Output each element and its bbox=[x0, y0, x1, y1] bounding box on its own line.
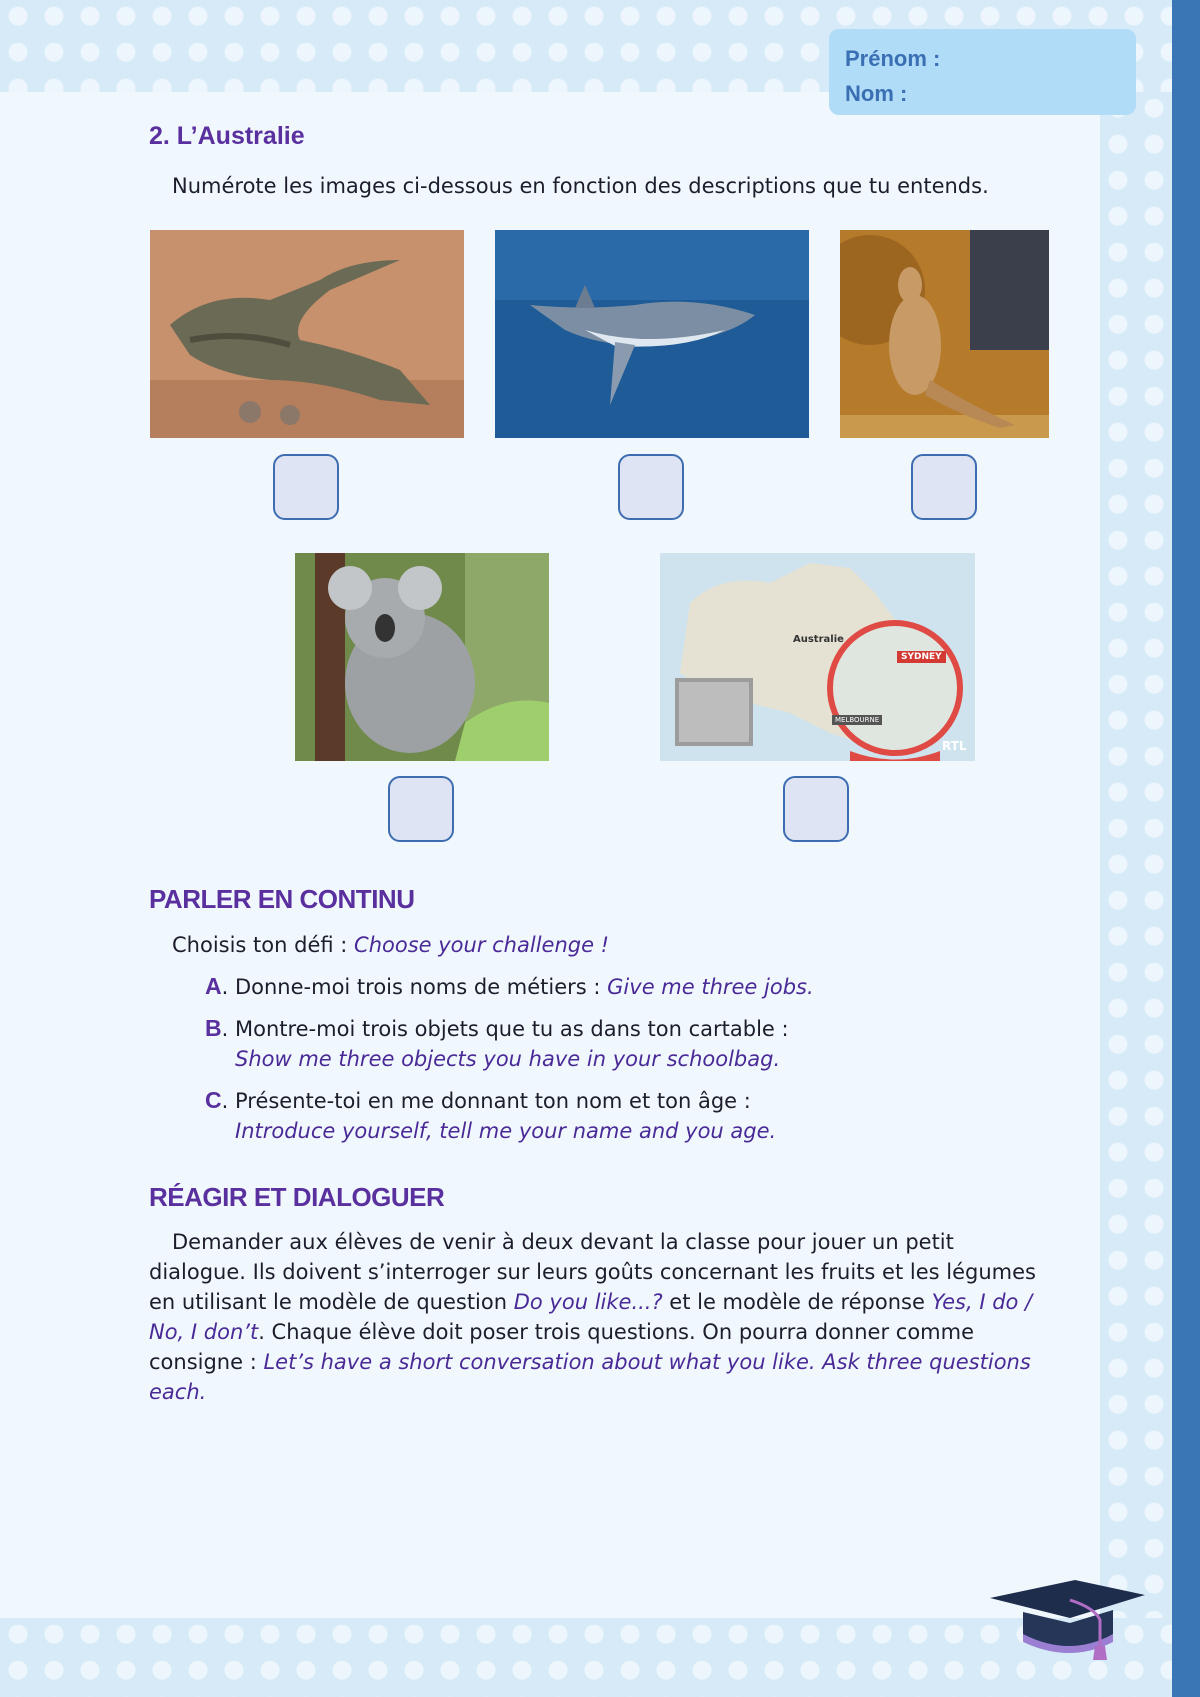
dialogue-text-1: Demander aux élèves de venir à deux devant la classe pour jouer un petit dialogue. Ils doivent s’interroger sur leurs goûts concernant les fruits et les légumes en utilisant le modèle de question bbox=[149, 1230, 1036, 1314]
first-name-label: Prénom : bbox=[845, 46, 941, 71]
dialogue-text-2: et le modèle de réponse bbox=[662, 1290, 932, 1314]
challenge-intro bbox=[172, 930, 609, 960]
map-country-label: Australie bbox=[793, 634, 844, 645]
dialogue-text-3: . Chaque élève doit poser trois questions. On pourra donner comme consigne : bbox=[149, 1320, 975, 1374]
kangaroo-photo bbox=[840, 230, 1049, 438]
option-a-en: Give me three jobs. bbox=[607, 975, 814, 999]
challenge-option-c bbox=[205, 1085, 776, 1146]
option-b-fr: . Montre-moi trois objets que tu as dans ton cartable : bbox=[221, 1017, 789, 1041]
option-b-en: Show me three objects you have in your schoolbag. bbox=[235, 1047, 781, 1071]
challenge-intro-en: Choose your challenge ! bbox=[354, 933, 610, 957]
answer-box-shark[interactable] bbox=[618, 454, 684, 520]
section-title-dialogue: RÉAGIR ET DIALOGUER bbox=[149, 1182, 445, 1212]
answer-box-koala[interactable] bbox=[388, 776, 454, 842]
shark-photo bbox=[495, 230, 809, 438]
challenge-option-b bbox=[205, 1013, 789, 1074]
dialogue-answer-model: Yes, I do / No, I don’t bbox=[149, 1290, 1033, 1344]
student-name-box[interactable] bbox=[829, 29, 1136, 115]
map-logo: RTL bbox=[942, 739, 967, 753]
option-c-fr: . Présente-toi en me donnant ton nom et ton âge : bbox=[221, 1089, 751, 1113]
answer-box-kangaroo[interactable] bbox=[911, 454, 977, 520]
last-name-label: Nom : bbox=[845, 81, 908, 106]
australia-map-image bbox=[660, 553, 975, 761]
section-title-speaking: PARLER EN CONTINU bbox=[149, 884, 415, 914]
koala-photo bbox=[295, 553, 549, 761]
option-a-fr: . Donne-moi trois noms de métiers : bbox=[221, 975, 608, 999]
section-title-australia: 2. L’Australie bbox=[149, 122, 305, 150]
challenge-intro-fr: Choisis ton défi : bbox=[172, 933, 355, 957]
challenge-option-a bbox=[205, 971, 814, 1002]
option-letter-c: C bbox=[205, 1087, 222, 1113]
graduation-cap-icon bbox=[985, 1560, 1150, 1660]
map-city-sydney: SYDNEY bbox=[897, 651, 946, 663]
option-c-en: Introduce yourself, tell me your name and you age. bbox=[235, 1119, 777, 1143]
dialogue-instructions bbox=[149, 1227, 1049, 1407]
numbering-instruction: Numérote les images ci-dessous en fonction des descriptions que tu entends. bbox=[172, 174, 989, 198]
dialogue-question-model: Do you like...? bbox=[513, 1290, 663, 1314]
right-pattern-band bbox=[1100, 92, 1172, 1618]
answer-box-map[interactable] bbox=[783, 776, 849, 842]
option-letter-b: B bbox=[205, 1015, 222, 1041]
option-letter-a: A bbox=[205, 973, 222, 999]
answer-box-crocodile[interactable] bbox=[273, 454, 339, 520]
page-edge-bar bbox=[1172, 0, 1200, 1697]
crocodile-photo bbox=[150, 230, 464, 438]
map-city-melbourne: MELBOURNE bbox=[832, 715, 882, 725]
dialogue-instruction-en: Let’s have a short conversation about what you like. Ask three questions each. bbox=[149, 1350, 1031, 1404]
